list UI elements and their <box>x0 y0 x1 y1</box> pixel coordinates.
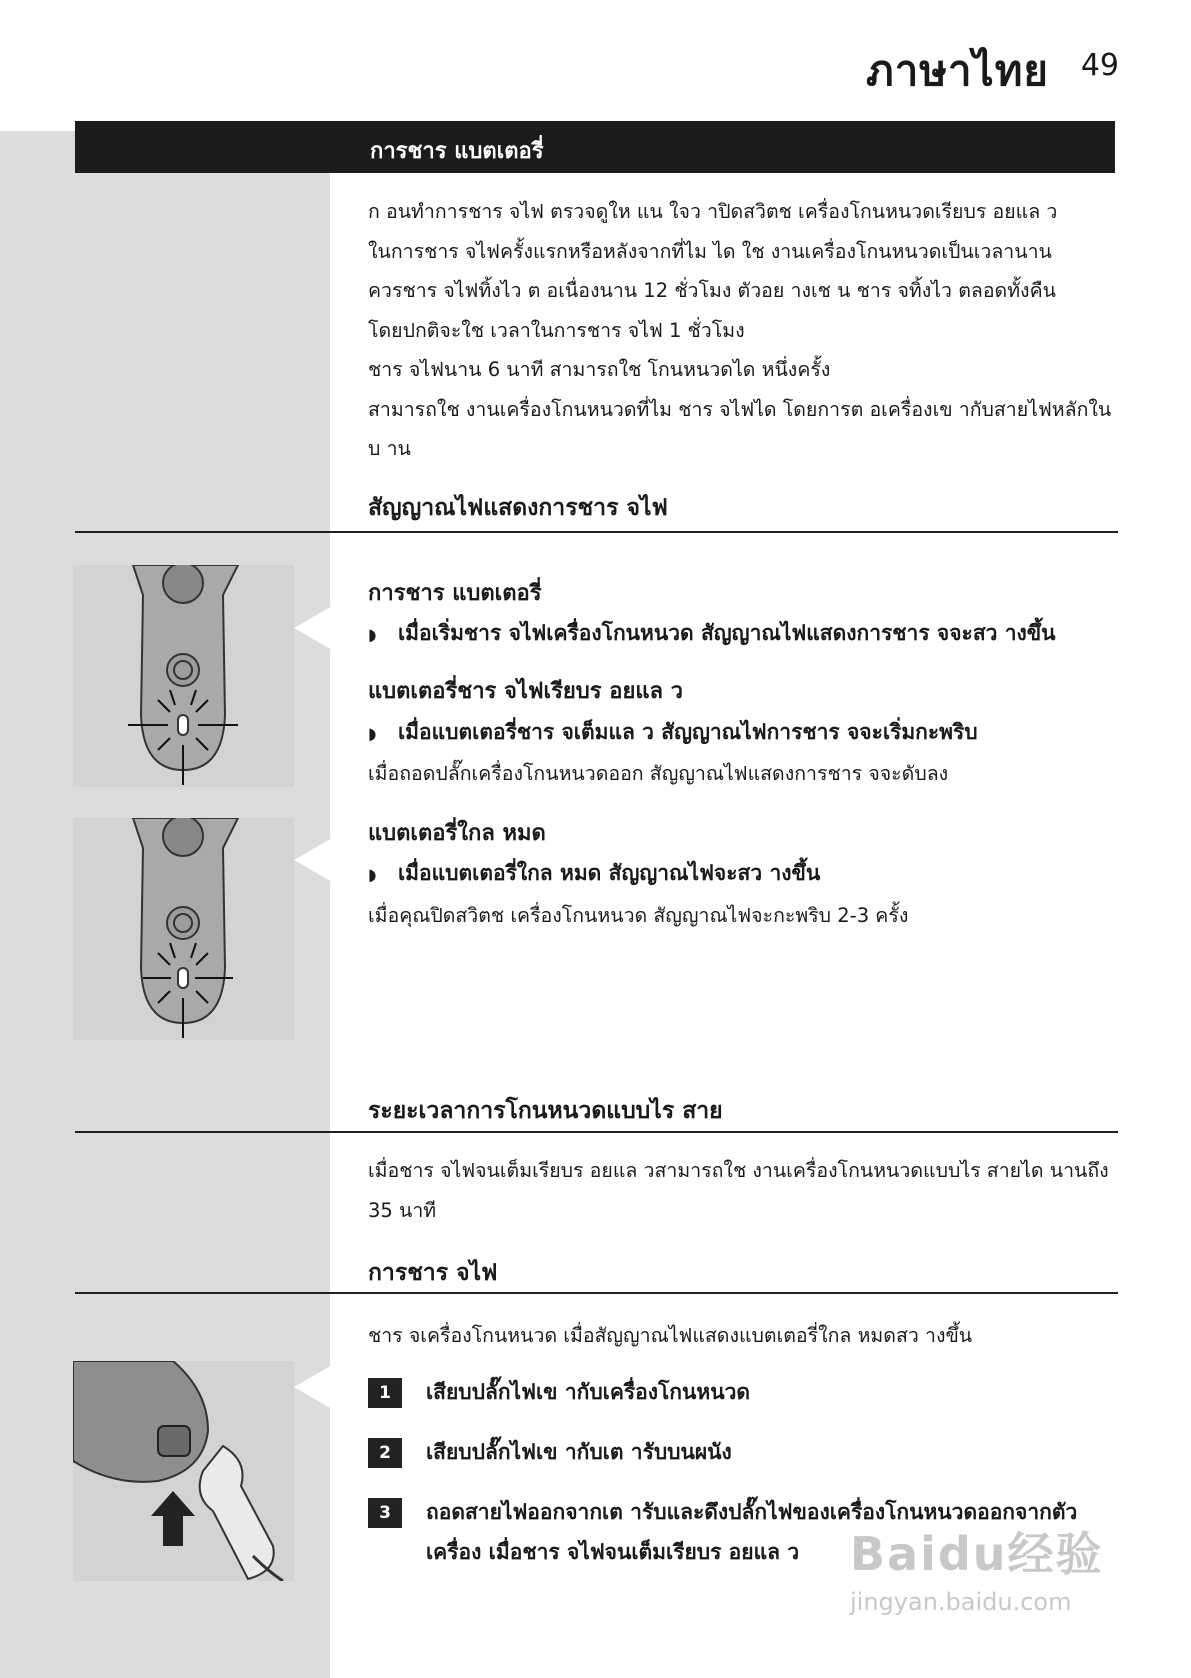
step-text-line: เครื่อง เมื่อชาร จไฟจนเต็มเรียบร อยแล ว <box>426 1540 800 1564</box>
section-title-bar <box>75 121 1115 173</box>
charging-intro-text: ชาร จเครื่องโกนหนวด เมื่อสัญญาณไฟแสดงแบตเตอรี่ใกล หมดสว างขึ้น <box>368 1324 973 1347</box>
section-title: การชาร แบตเตอรี่ <box>370 139 544 164</box>
bullet-triangle-icon: ◗ <box>368 724 377 743</box>
charging-battery-subheading: การชาร แบตเตอรี่ <box>368 581 542 606</box>
step-number: 1 <box>368 1378 402 1408</box>
shaver-illustration-low-battery <box>73 818 294 1040</box>
section-rule <box>75 531 1118 533</box>
paragraph-line: ควรชาร จไฟทิ้งไว ต อเนื่องนาน 12 ชั่วโมง ตัวอย างเช น ชาร จทิ้งไว ตลอดทั้งคืน <box>368 279 1056 302</box>
paragraph-line: 35 นาที <box>368 1198 437 1222</box>
page-number: 49 <box>1080 48 1119 83</box>
battery-full-subheading: แบตเตอรี่ชาร จไฟเรียบร อยแล ว <box>368 679 684 704</box>
bullet-triangle-icon: ◗ <box>368 865 377 884</box>
charging-intro-paragraph <box>368 192 1118 469</box>
step-text-line: ถอดสายไฟออกจากเต ารับและดึงปลั๊กไฟของเครื่องโกนหนวดออกจากตัว <box>426 1500 1078 1524</box>
charging-heading: การชาร จไฟ <box>368 1260 498 1286</box>
callout-pointer <box>294 606 332 650</box>
bullet-item <box>368 716 978 749</box>
shaver-illustration-charging <box>73 565 294 787</box>
bullet-item <box>368 857 820 890</box>
paragraph-line: ชาร จไฟนาน 6 นาที สามารถใช โกนหนวดได หนึ่งครั้ง <box>368 358 831 381</box>
step-text: เสียบปลั๊กไฟเข ากับเต ารับบนผนัง <box>426 1440 732 1464</box>
step-text: เสียบปลั๊กไฟเข ากับเครื่องโกนหนวด <box>426 1380 751 1404</box>
paragraph-line: เมื่อชาร จไฟจนเต็มเรียบร อยแล วสามารถใช งานเครื่องโกนหนวดแบบไร สายได นานถึง <box>368 1159 1109 1182</box>
paragraph-line: โดยปกติจะใช เวลาในการชาร จไฟ 1 ชั่วโมง <box>368 318 745 342</box>
battery-low-subheading: แบตเตอรี่ใกล หมด <box>368 821 546 846</box>
watermark-url: jingyan.baidu.com <box>850 1588 1072 1616</box>
cordless-time-heading: ระยะเวลาการโกนหนวดแบบไร สาย <box>368 1098 723 1124</box>
bullet-item <box>368 617 1056 650</box>
page-language-title: ภาษาไทย <box>866 46 1049 95</box>
step-1 <box>368 1372 751 1412</box>
paragraph-line: ก อนทำการชาร จไฟ ตรวจดูให แน ใจว าปิดสวิตช เครื่องโกนหนวดเรียบร อยแล ว <box>368 200 1058 223</box>
step-number: 2 <box>368 1438 402 1468</box>
watermark-logo: Baidu经验 <box>850 1527 1104 1581</box>
callout-pointer <box>294 838 332 882</box>
paragraph-line: ในการชาร จไฟครั้งแรกหรือหลังจากที่ไม ได ใช งานเครื่องโกนหนวดเป็นเวลานาน <box>368 239 1052 263</box>
charge-indicator-heading: สัญญาณไฟแสดงการชาร จไฟ <box>368 495 668 521</box>
bullet-text: เมื่อแบตเตอรี่ใกล หมด สัญญาณไฟจะสว างขึ้น <box>398 861 821 885</box>
bullet-text: เมื่อเริ่มชาร จไฟเครื่องโกนหนวด สัญญาณไฟแสดงการชาร จจะสว างขึ้น <box>398 621 1056 645</box>
section-rule <box>75 1292 1118 1294</box>
step-2 <box>368 1432 732 1472</box>
cordless-time-paragraph <box>368 1151 1118 1230</box>
shaver-light-icon <box>73 818 294 1040</box>
shaver-light-icon <box>73 565 294 787</box>
step-number: 3 <box>368 1498 402 1528</box>
bullet-triangle-icon: ◗ <box>368 625 377 644</box>
note-text: เมื่อถอดปลั๊กเครื่องโกนหนวดออก สัญญาณไฟแสดงการชาร จจะดับลง <box>368 762 949 785</box>
note-text: เมื่อคุณปิดสวิตช เครื่องโกนหนวด สัญญาณไฟจะกะพริบ 2-3 ครั้ง <box>368 904 909 927</box>
paragraph-line: สามารถใช งานเครื่องโกนหนวดที่ไม ชาร จไฟได โดยการต อเครื่องเข ากับสายไฟหลักใน <box>368 397 1112 421</box>
callout-pointer <box>294 1365 332 1409</box>
paragraph-line: บ าน <box>368 437 411 460</box>
section-rule <box>75 1131 1118 1133</box>
bullet-text: เมื่อแบตเตอรี่ชาร จเต็มแล ว สัญญาณไฟการชาร จจะเริ่มกะพริบ <box>398 720 978 744</box>
plug-illustration <box>73 1361 294 1581</box>
plug-connect-icon <box>73 1361 294 1581</box>
